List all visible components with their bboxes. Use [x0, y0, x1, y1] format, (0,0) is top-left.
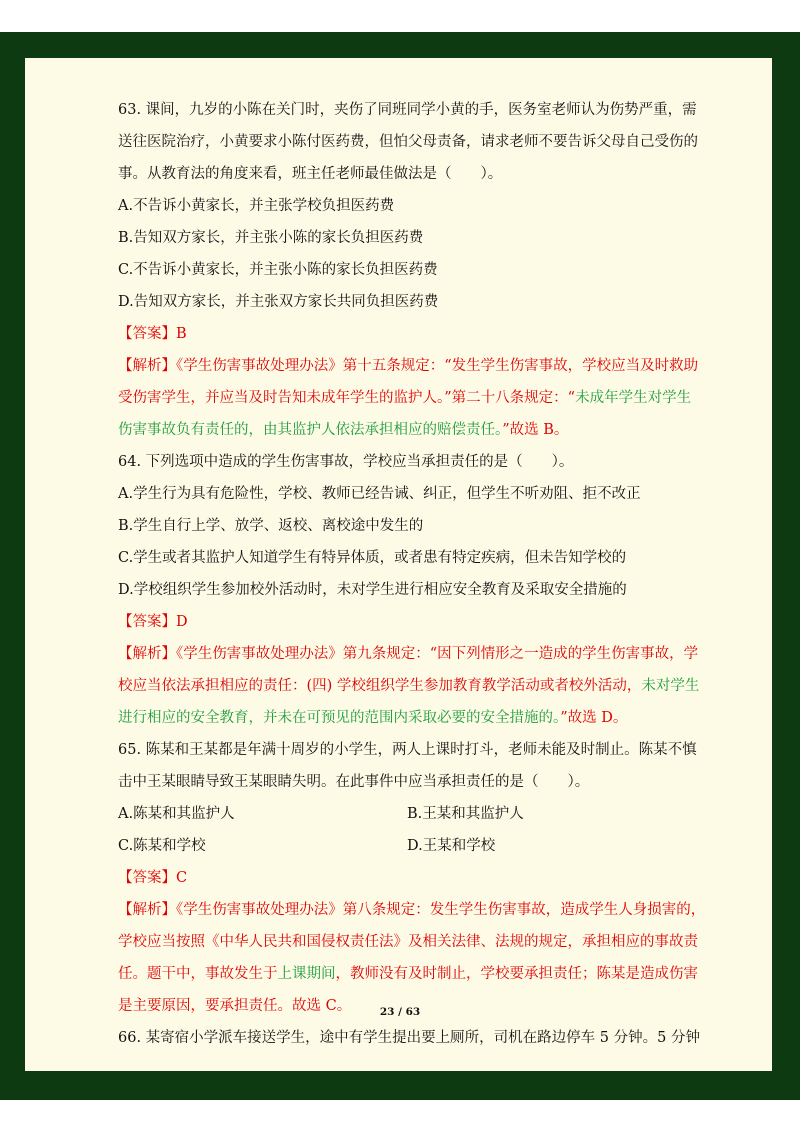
q64-analysis-line-2-green: 未对学生 [641, 678, 700, 694]
q64-option-c: C.学生或者其监护人知道学生有特异体质，或者患有特定疾病，但未告知学校的 [118, 550, 627, 566]
q65-option-c: C.陈某和学校 [118, 838, 206, 854]
q63-answer: 【答案】B [118, 326, 187, 342]
q64-analysis-line-2-red: 校应当依法承担相应的责任：(四) 学校组织学生参加教育教学活动或者校外活动， [118, 678, 642, 694]
page-number: 23 / 63 [379, 1006, 421, 1018]
q65-option-d: D.王某和学校 [407, 838, 496, 854]
q64-option-d: D.学校组织学生参加校外活动时，未对学生进行相应安全教育及采取安全措施的 [118, 582, 627, 598]
q64-analysis-line-1: 【解析】《学生伤害事故处理办法》第九条规定：“因下列情形之一造成的学生伤害事故，学 [118, 646, 699, 662]
q63-option-d: D.告知双方家长，并主张双方家长共同负担医药费 [118, 294, 439, 310]
q64-analysis-line-3-red: ”故选 D。 [560, 710, 628, 726]
q63-analysis-line-2 [118, 388, 691, 408]
q64-analysis-line-2 [118, 676, 699, 696]
q63-option-b: B.告知双方家长，并主张小陈的家长负担医药费 [118, 230, 424, 246]
q65-analysis-line-4: 是主要原因，要承担责任。故选 C。 [118, 998, 352, 1014]
q63-stem-line-3: 事。从教育法的角度来看，班主任老师最佳做法是（ ）。 [118, 166, 503, 182]
q63-analysis-line-3-red: ”故选 B。 [502, 422, 569, 438]
q63-stem-line-2: 送往医院治疗，小黄要求小陈付医药费，但怕父母责备，请求老师不要告诉父母自己受伤的 [118, 134, 698, 150]
q65-analysis-line-3-part-1: 任。题干中，事故发生于 [118, 966, 278, 982]
q66-stem-line-1: 66. 某寄宿小学派车接送学生，途中有学生提出要上厕所，司机在路边停车 5 分钟。5 分钟 [118, 1030, 700, 1046]
q64-analysis-line-3-green: 进行相应的安全教育，并未在可预见的范围内采取必要的安全措施的。 [118, 710, 561, 726]
q63-option-c: C.不告诉小黄家长，并主张小陈的家长负担医药费 [118, 262, 438, 278]
q63-analysis-line-2-red: 受伤害学生，并应当及时告知未成年学生的监护人。”第二十八条规定：“ [118, 390, 576, 406]
q63-analysis-line-3-green: 伤害事故负有责任的，由其监护人依法承担相应的赔偿责任。 [118, 422, 503, 438]
q63-option-a: A.不告诉小黄家长，并主张学校负担医药费 [118, 198, 395, 214]
q64-option-a: A.学生行为具有危险性，学校、教师已经告诫、纠正，但学生不听劝阻、拒不改正 [118, 486, 641, 502]
q65-answer: 【答案】C [118, 870, 188, 886]
q65-stem-line-2: 击中王某眼睛导致王某眼睛失明。在此事件中应当承担责任的是（ ）。 [118, 774, 590, 790]
document-page [25, 58, 772, 1071]
q64-stem-line-1: 64. 下列选项中造成的学生伤害事故，学校应当承担责任的是（ ）。 [118, 454, 574, 470]
q63-analysis-line-3 [118, 420, 568, 440]
q65-stem-line-1: 65. 陈某和王某都是年满十周岁的小学生，两人上课时打斗，老师未能及时制止。陈某不慎 [118, 742, 697, 758]
q65-analysis-line-2: 学校应当按照《中华人民共和国侵权责任法》及相关法律、法规的规定，承担相应的事故责 [118, 934, 698, 950]
q63-analysis-line-2-green: 未成年学生对学生 [575, 390, 692, 406]
q65-analysis-line-3 [118, 964, 698, 984]
q63-stem-line-1: 63. 课间，九岁的小陈在关门时，夹伤了同班同学小黄的手，医务室老师认为伤势严重，需 [118, 102, 697, 118]
q64-option-b: B.学生自行上学、放学、返校、离校途中发生的 [118, 518, 424, 534]
q64-analysis-line-3 [118, 708, 627, 728]
q63-analysis-line-1: 【解析】《学生伤害事故处理办法》第十五条规定：“发生学生伤害事故，学校应当及时救助 [118, 358, 699, 374]
q65-analysis-line-3-green: 上课期间 [277, 966, 336, 982]
q64-answer: 【答案】D [118, 614, 188, 630]
q65-analysis-line-1: 【解析】《学生伤害事故处理办法》第八条规定：发生学生伤害事故，造成学生人身损害的， [118, 902, 706, 918]
q65-option-a: A.陈某和其监护人 [118, 806, 235, 822]
q65-analysis-line-3-part-3: ，教师没有及时制止，学校要承担责任；陈某是造成伤害 [335, 966, 698, 982]
q65-option-b: B.王某和其监护人 [407, 806, 524, 822]
